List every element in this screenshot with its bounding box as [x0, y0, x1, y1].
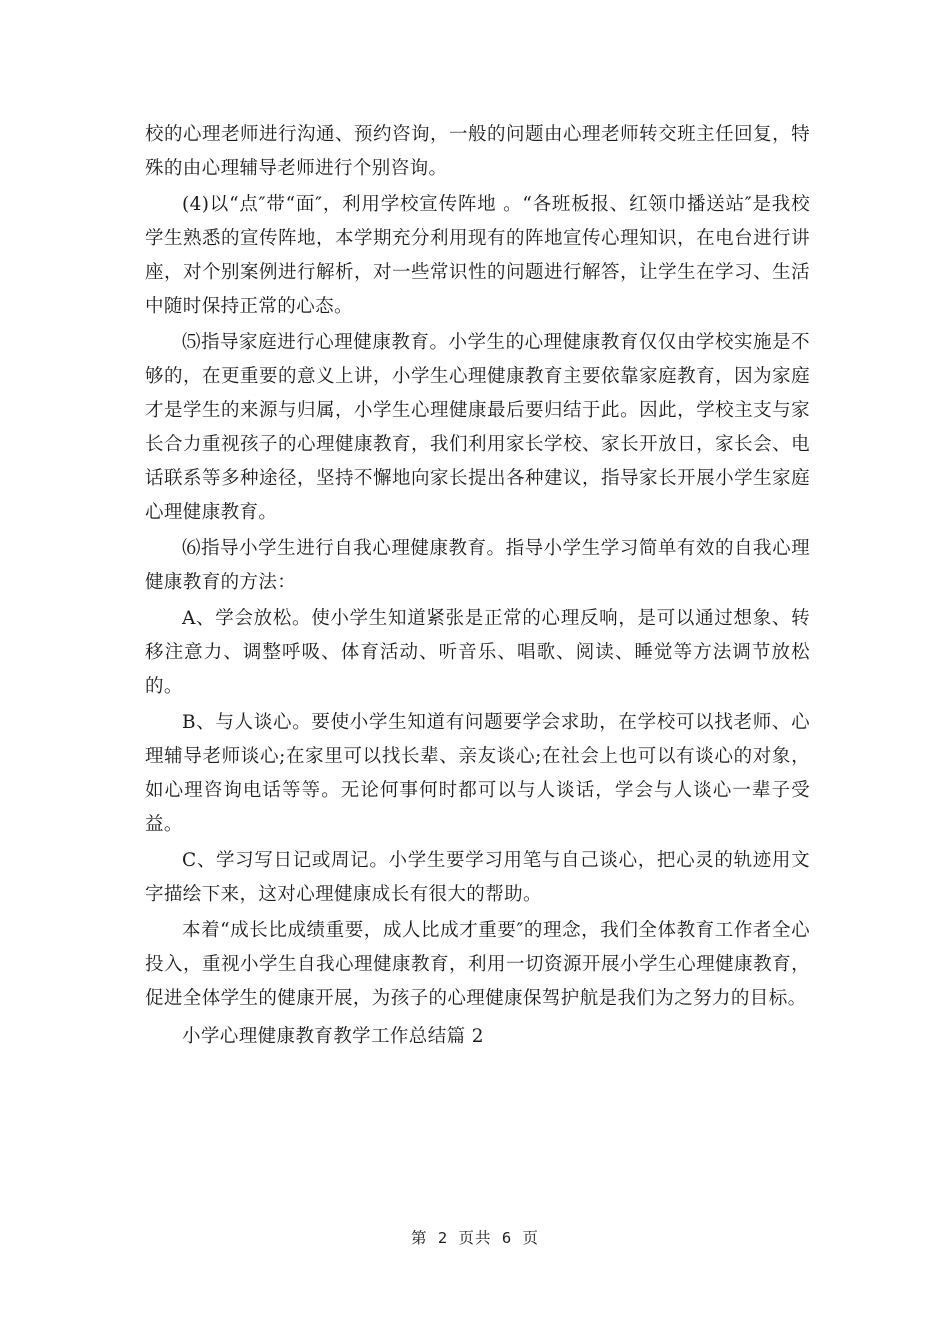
paragraph-item-6: ⑹指导小学生进行自我心理健康教育。指导小学生学习简单有效的自我心理健康教育的方法： — [145, 538, 810, 593]
paragraph-conclusion: 本着“成长比成绩重要，成人比成才重要″的理念，我们全体教育工作者全心投入，重视小学生自我心理健康教育，利用一切资源开展小学生心理健康教育，促进全体学生的健康开展，为孩子的心理健康保驾护航是我们为之努力的目标。 — [145, 920, 810, 1009]
paragraph-item-4: (4)以“点″带“面″，利用学校宣传阵地 。“各班板报、红领巾播送站″是我校学生熟悉的宣传阵地，本学期充分利用现有的阵地宣传心理知识，在电台进行讲座，对个别案例进行解析，对一些常识性的问题进行解答，让学生在学习、生活中随时保持正常的心态。 — [145, 194, 810, 317]
paragraph-item-b: B、与人谈心。要使小学生知道有问题要学会求助，在学校可以找老师、心理辅导老师谈心;在家里可以找长辈、亲友谈心;在社会上也可以有谈心的对象，如心理咨询电话等等。无论何事何时都可以与人谈话，学会与人谈心一辈子受益。 — [145, 712, 810, 835]
page-number-footer: 第 2 页共 6 页 — [411, 1229, 539, 1247]
document-body — [145, 118, 810, 1056]
paragraph-item-a: A、学会放松。使小学生知道紧张是正常的心理反响，是可以通过想象、转移注意力、调整呼吸、体育活动、听音乐、唱歌、阅读、睡觉等方法调节放松的。 — [145, 608, 810, 697]
section-heading: 小学心理健康教育教学工作总结篇 2 — [182, 1026, 484, 1047]
paragraph-item-5: ⑸指导家庭进行心理健康教育。小学生的心理健康教育仅仅由学校实施是不够的，在更重要的意义上讲，小学生心理健康教育主要依靠家庭教育，因为家庭才是学生的来源与归属，小学生心理健康最后要归结于此。因此，学校主支与家长合力重视孩子的心理健康教育，我们利用家长学校、家长开放日，家长会、电话联系等多种途径，坚持不懈地向家长提出各种建议，指导家长开展小学生家庭心理健康教育。 — [145, 332, 810, 523]
paragraph-continuation: 校的心理老师进行沟通、预约咨询，一般的问题由心理老师转交班主任回复，特殊的由心理辅导老师进行个别咨询。 — [145, 124, 810, 179]
paragraph-item-c: C、学习写日记或周记。小学生要学习用笔与自己谈心，把心灵的轨迹用文字描绘下来，这对心理健康成长有很大的帮助。 — [145, 850, 810, 905]
